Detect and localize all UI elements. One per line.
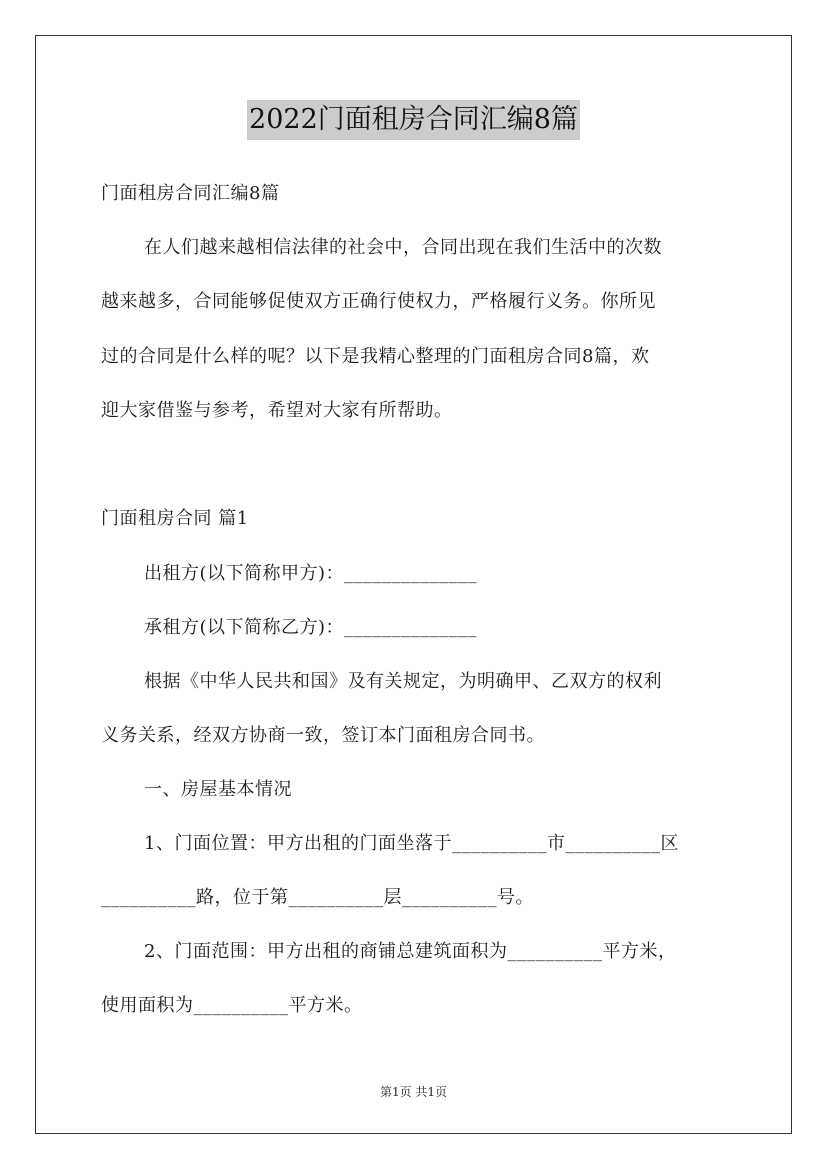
- intro-line-2: 越来越多，合同能够促使双方正确行使权力，严格履行义务。你所见: [101, 291, 656, 312]
- item1-line-1: 1、门面位置：甲方出租的门面坐落于__________市__________区: [144, 833, 679, 854]
- document-subtitle: 门面租房合同汇编8篇: [101, 183, 280, 204]
- basis-line-2: 义务关系，经双方协商一致，签订本门面租房合同书。: [101, 725, 545, 746]
- basis-line-1: 根据《中华人民共和国》及有关规定，为明确甲、乙双方的权利: [144, 671, 662, 692]
- intro-line-4: 迎大家借鉴与参考，希望对大家有所帮助。: [101, 400, 453, 421]
- intro-line-3: 过的合同是什么样的呢？以下是我精心整理的门面租房合同8篇，欢: [101, 346, 650, 367]
- item1-line-2: __________路，位于第__________层__________号。: [101, 887, 534, 908]
- item2-line-1: 2、门面范围：甲方出租的商铺总建筑面积为__________平方米，: [144, 941, 677, 962]
- intro-line-1: 在人们越来越相信法律的社会中，合同出现在我们生活中的次数: [144, 237, 662, 258]
- section-heading: 门面租房合同 篇1: [101, 508, 249, 529]
- page-footer: 第1页 共1页: [379, 1085, 448, 1099]
- title-container: [0, 100, 827, 140]
- item2-line-2: 使用面积为__________平方米。: [101, 995, 363, 1016]
- document-title: 2022门面租房合同汇编8篇: [247, 100, 580, 140]
- lessor-line: 出租方(以下简称甲方)：______________: [144, 563, 478, 584]
- clause-heading: 一、房屋基本情况: [144, 779, 292, 800]
- lessee-line: 承租方(以下简称乙方)：______________: [144, 617, 478, 638]
